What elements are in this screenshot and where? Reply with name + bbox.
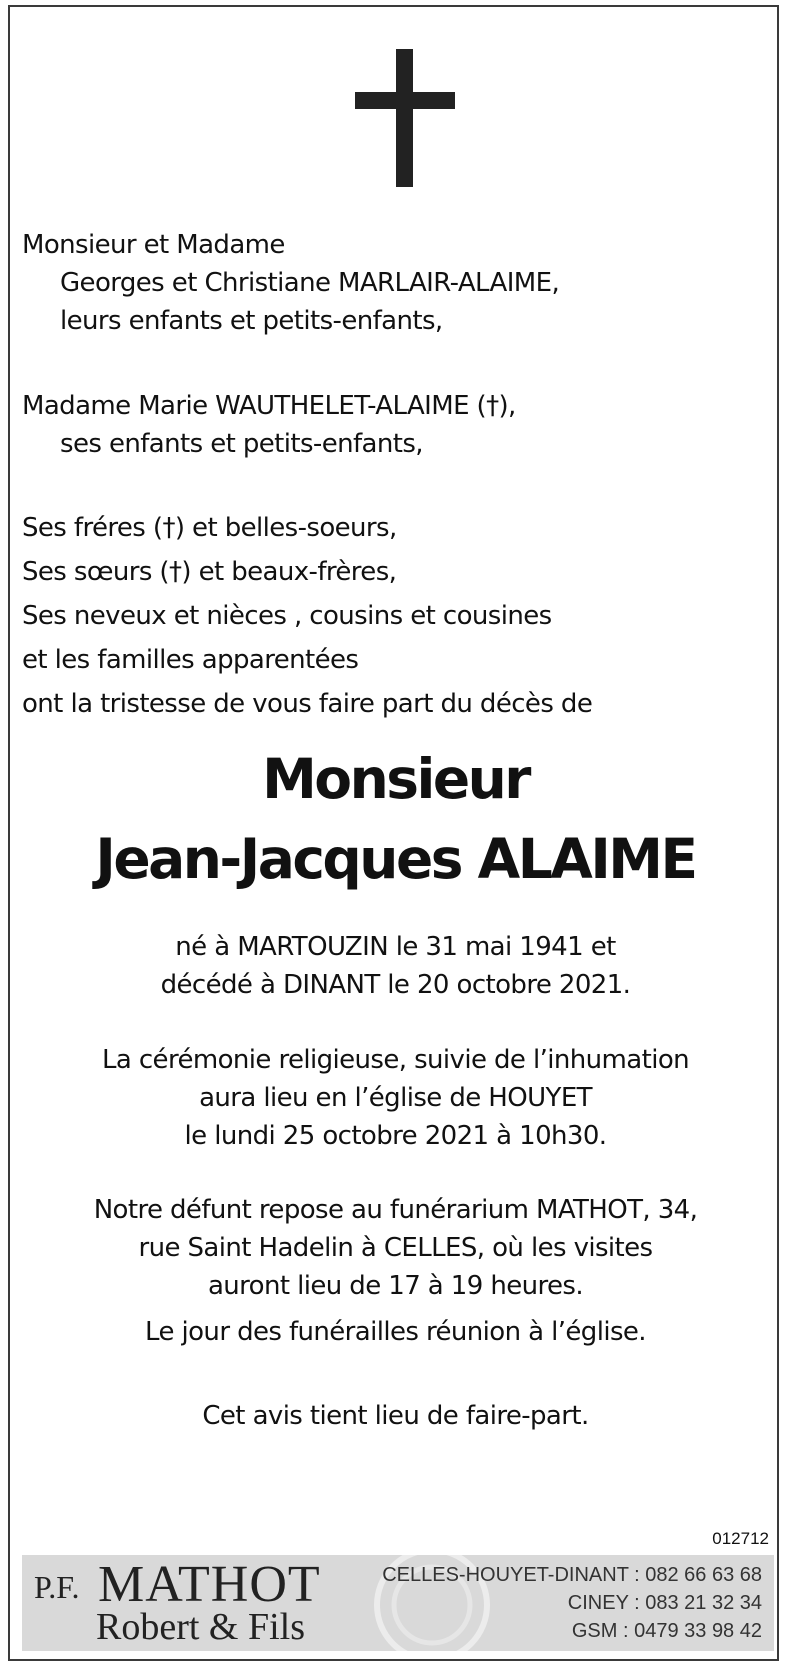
funeral-home-banner: [22, 1555, 774, 1651]
contact-line: CINEY : 083 21 32 34: [567, 1592, 762, 1614]
pf-label: P.F.: [34, 1569, 80, 1605]
visits-line: auront lieu de 17 à 19 heures.: [207, 1271, 584, 1301]
deceased-title: Monsieur: [262, 747, 529, 811]
visits-line: Notre défunt repose au funérarium MATHOT, 34,: [93, 1195, 698, 1225]
family-line: Georges et Christiane MARLAIR-ALAIME,: [60, 268, 560, 298]
ceremony-line: aura lieu en l’église de HOUYET: [199, 1083, 592, 1113]
contact-line: GSM : 0479 33 98 42: [571, 1620, 762, 1642]
death-line: décédé à DINANT le 20 octobre 2021.: [160, 970, 631, 1000]
family-line: Madame Marie WAUTHELET-ALAIME (†),: [22, 391, 516, 421]
announcement-line: ont la tristesse de vous faire part du décès de: [22, 689, 593, 719]
reference-number: 012712: [712, 1529, 769, 1548]
contact-list: [382, 1561, 762, 1645]
family-line: Ses fréres (†) et belles-soeurs,: [22, 513, 397, 543]
family-line: et les familles apparentées: [22, 645, 359, 675]
cross-icon: [355, 49, 455, 187]
family-line: leurs enfants et petits-enfants,: [60, 306, 443, 336]
meeting-line: Le jour des funérailles réunion à l’église.: [145, 1317, 646, 1347]
company-name: MATHOT: [98, 1556, 321, 1613]
family-line: Monsieur et Madame: [22, 230, 285, 260]
visits-line: rue Saint Hadelin à CELLES, où les visites: [138, 1233, 653, 1263]
birth-line: né à MARTOUZIN le 31 mai 1941 et: [175, 932, 616, 962]
notice-line: Cet avis tient lieu de faire-part.: [202, 1401, 589, 1431]
company-subtitle: Robert & Fils: [96, 1606, 306, 1648]
family-line: Ses neveux et nièces , cousins et cousines: [22, 601, 552, 631]
family-line: ses enfants et petits-enfants,: [60, 429, 423, 459]
ceremony-line: La cérémonie religieuse, suivie de l’inhumation: [101, 1045, 689, 1075]
obituary-notice: [8, 5, 779, 1661]
ceremony-line: le lundi 25 octobre 2021 à 10h30.: [184, 1121, 607, 1151]
contact-line: CELLES-HOUYET-DINANT : 082 66 63 68: [382, 1564, 762, 1586]
family-line: Ses sœurs (†) et beaux-frères,: [22, 557, 397, 587]
deceased-name: Jean-Jacques ALAIME: [95, 827, 696, 891]
